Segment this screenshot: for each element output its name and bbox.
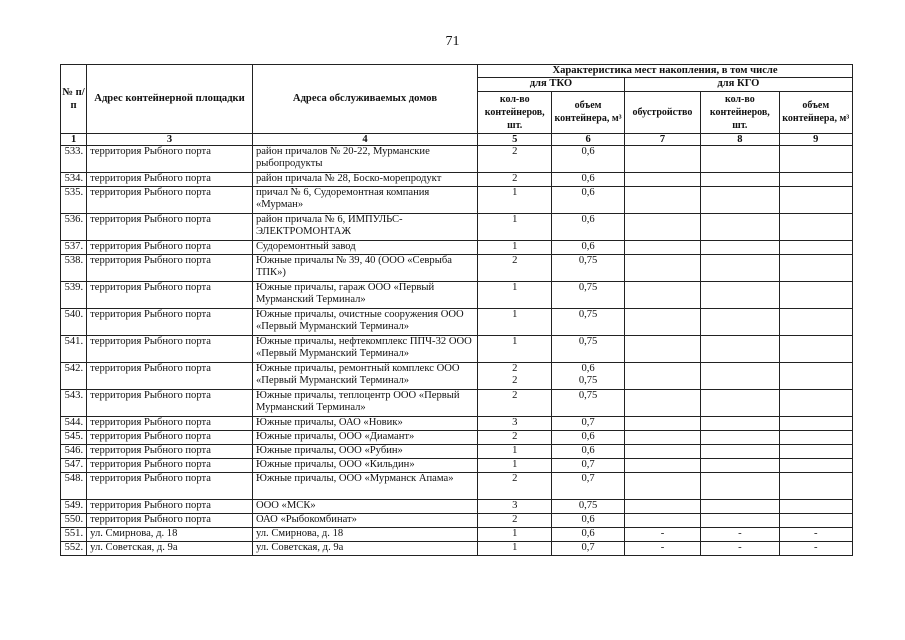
tko-count: 3 [478, 499, 552, 513]
kgo-count [701, 458, 779, 472]
kgo-count [701, 240, 779, 254]
table-row [61, 362, 853, 389]
kgo-count: - [701, 527, 779, 541]
table-row [61, 541, 853, 555]
kgo-facility [624, 281, 700, 308]
kgo-facility [624, 240, 700, 254]
table-row [61, 213, 853, 240]
tko-volume: 0,6 [552, 240, 624, 254]
kgo-facility [624, 499, 700, 513]
row-number: 547. [61, 458, 87, 472]
col-number: 4 [252, 133, 477, 145]
table-row [61, 472, 853, 499]
served-addresses: ул. Смирнова, д. 18 [252, 527, 477, 541]
tko-count: 1 [478, 527, 552, 541]
tko-count: 1 [478, 281, 552, 308]
container-sites-table [60, 64, 853, 556]
table-row [61, 416, 853, 430]
tko-count: 1 [478, 213, 552, 240]
table-header [61, 65, 853, 146]
col-number: 9 [779, 133, 852, 145]
table-row [61, 172, 853, 186]
tko-volume: 0,75 [552, 389, 624, 416]
kgo-volume [779, 430, 852, 444]
row-number: 536. [61, 213, 87, 240]
served-addresses: ул. Советская, д. 9а [252, 541, 477, 555]
table-row [61, 527, 853, 541]
col-address-header: Адрес контейнерной площадки [87, 65, 253, 134]
kgo-volume-header: объем контейнера, м³ [779, 91, 852, 133]
table-body [61, 145, 853, 555]
kgo-volume [779, 186, 852, 213]
served-addresses: Южные причалы, очистные сооружения ООО «Первый Мурманский Терминал» [252, 308, 477, 335]
kgo-count [701, 444, 779, 458]
site-address: территория Рыбного порта [87, 362, 253, 389]
tko-volume: 0,6 0,75 [552, 362, 624, 389]
tko-count: 1 [478, 335, 552, 362]
kgo-count [701, 499, 779, 513]
row-number: 546. [61, 444, 87, 458]
kgo-count [701, 416, 779, 430]
row-number: 535. [61, 186, 87, 213]
col-number: 8 [701, 133, 779, 145]
row-number: 548. [61, 472, 87, 499]
site-address: территория Рыбного порта [87, 145, 253, 172]
row-number: 538. [61, 254, 87, 281]
page-number: 71 [445, 34, 460, 49]
kgo-count-header: кол-во контейнеров, шт. [701, 91, 779, 133]
kgo-facility [624, 430, 700, 444]
kgo-volume [779, 458, 852, 472]
served-addresses: Южные причалы, ремонтный комплекс ООО «Первый Мурманский Терминал» [252, 362, 477, 389]
kgo-count [701, 389, 779, 416]
kgo-facility [624, 416, 700, 430]
served-addresses: Южные причалы, ОАО «Новик» [252, 416, 477, 430]
kgo-count [701, 281, 779, 308]
tko-count: 2 [478, 172, 552, 186]
tko-count: 2 [478, 389, 552, 416]
kgo-volume [779, 335, 852, 362]
row-number: 539. [61, 281, 87, 308]
row-number: 541. [61, 335, 87, 362]
kgo-volume [779, 416, 852, 430]
kgo-volume [779, 213, 852, 240]
tko-volume: 0,6 [552, 186, 624, 213]
served-addresses: район причала № 28, Боско-морепродукт [252, 172, 477, 186]
kgo-facility [624, 362, 700, 389]
kgo-volume [779, 472, 852, 499]
kgo-facility [624, 172, 700, 186]
kgo-facility [624, 444, 700, 458]
site-address: ул. Советская, д. 9а [87, 541, 253, 555]
site-address: территория Рыбного порта [87, 430, 253, 444]
row-number: 549. [61, 499, 87, 513]
served-addresses: ООО «МСК» [252, 499, 477, 513]
tko-volume: 0,7 [552, 416, 624, 430]
site-address: территория Рыбного порта [87, 308, 253, 335]
table-row [61, 308, 853, 335]
served-addresses: причал № 6, Судоремонтная компания «Мурман» [252, 186, 477, 213]
kgo-volume [779, 308, 852, 335]
served-addresses: Южные причалы, ООО «Мурманск Апама» [252, 472, 477, 499]
tko-volume: 0,6 [552, 527, 624, 541]
site-address: ул. Смирнова, д. 18 [87, 527, 253, 541]
kgo-count [701, 213, 779, 240]
kgo-volume [779, 444, 852, 458]
tko-volume: 0,75 [552, 254, 624, 281]
kgo-count [701, 172, 779, 186]
kgo-facility [624, 458, 700, 472]
site-address: территория Рыбного порта [87, 499, 253, 513]
tko-count: 1 [478, 240, 552, 254]
site-address: территория Рыбного порта [87, 172, 253, 186]
site-address: территория Рыбного порта [87, 335, 253, 362]
tko-count: 2 [478, 430, 552, 444]
kgo-count [701, 430, 779, 444]
tko-count: 2 [478, 513, 552, 527]
kgo-volume [779, 254, 852, 281]
kgo-count [701, 472, 779, 499]
served-addresses: Южные причалы, гараж ООО «Первый Мурманский Терминал» [252, 281, 477, 308]
kgo-facility: - [624, 541, 700, 555]
kgo-volume [779, 389, 852, 416]
site-address: территория Рыбного порта [87, 472, 253, 499]
row-number: 537. [61, 240, 87, 254]
kgo-count [701, 308, 779, 335]
kgo-header: для КГО [624, 78, 852, 91]
kgo-facility [624, 213, 700, 240]
tko-count: 2 [478, 145, 552, 172]
kgo-facility [624, 308, 700, 335]
kgo-volume [779, 172, 852, 186]
served-addresses: Южные причалы, ООО «Диамант» [252, 430, 477, 444]
kgo-facility [624, 513, 700, 527]
tko-volume: 0,7 [552, 458, 624, 472]
site-address: территория Рыбного порта [87, 416, 253, 430]
served-addresses: Южные причалы, ООО «Рубин» [252, 444, 477, 458]
tko-count: 1 [478, 308, 552, 335]
site-address: территория Рыбного порта [87, 458, 253, 472]
tko-volume: 0,6 [552, 513, 624, 527]
site-address: территория Рыбного порта [87, 240, 253, 254]
tko-volume: 0,75 [552, 335, 624, 362]
row-number: 533. [61, 145, 87, 172]
row-number: 545. [61, 430, 87, 444]
site-address: территория Рыбного порта [87, 389, 253, 416]
row-number: 540. [61, 308, 87, 335]
row-number: 552. [61, 541, 87, 555]
kgo-facility [624, 145, 700, 172]
kgo-volume [779, 362, 852, 389]
site-address: территория Рыбного порта [87, 513, 253, 527]
table-row [61, 444, 853, 458]
kgo-volume [779, 145, 852, 172]
served-addresses: Южные причалы, нефтекомплекс ППЧ-32 ООО «Первый Мурманский Терминал» [252, 335, 477, 362]
kgo-volume [779, 281, 852, 308]
kgo-facility [624, 472, 700, 499]
table-row [61, 499, 853, 513]
row-number: 550. [61, 513, 87, 527]
column-numbers-row [61, 133, 853, 145]
row-number: 544. [61, 416, 87, 430]
site-address: территория Рыбного порта [87, 444, 253, 458]
kgo-count [701, 362, 779, 389]
kgo-count [701, 186, 779, 213]
tko-volume: 0,75 [552, 281, 624, 308]
table-row [61, 145, 853, 172]
tko-volume: 0,6 [552, 444, 624, 458]
row-number: 551. [61, 527, 87, 541]
tko-volume: 0,7 [552, 472, 624, 499]
tko-count: 1 [478, 444, 552, 458]
row-number: 542. [61, 362, 87, 389]
row-number: 534. [61, 172, 87, 186]
kgo-facility [624, 335, 700, 362]
kgo-volume [779, 513, 852, 527]
kgo-facility [624, 186, 700, 213]
site-address: территория Рыбного порта [87, 281, 253, 308]
tko-count: 2 2 [478, 362, 552, 389]
characteristics-group-header: Характеристика мест накопления, в том числе [478, 65, 853, 78]
kgo-volume: - [779, 527, 852, 541]
kgo-volume [779, 499, 852, 513]
kgo-facility [624, 254, 700, 281]
tko-count: 2 [478, 472, 552, 499]
tko-volume: 0,6 [552, 145, 624, 172]
col-number: 6 [552, 133, 624, 145]
col-number: 7 [624, 133, 700, 145]
row-number: 543. [61, 389, 87, 416]
kgo-facility-header: обустройство [624, 91, 700, 133]
table-row [61, 458, 853, 472]
kgo-count [701, 145, 779, 172]
kgo-volume: - [779, 541, 852, 555]
table-row [61, 513, 853, 527]
kgo-count [701, 335, 779, 362]
tko-count: 1 [478, 458, 552, 472]
kgo-count [701, 513, 779, 527]
served-addresses: район причала № 6, ИМПУЛЬС-ЭЛЕКТРОМОНТАЖ [252, 213, 477, 240]
served-addresses: Южные причалы № 39, 40 (ООО «Севрыба ТПК») [252, 254, 477, 281]
tko-volume: 0,75 [552, 308, 624, 335]
served-addresses: Южные причалы, теплоцентр ООО «Первый Мурманский Терминал» [252, 389, 477, 416]
kgo-volume [779, 240, 852, 254]
served-addresses: Судоремонтный завод [252, 240, 477, 254]
kgo-facility [624, 389, 700, 416]
table-row [61, 335, 853, 362]
kgo-count: - [701, 541, 779, 555]
site-address: территория Рыбного порта [87, 254, 253, 281]
site-address: территория Рыбного порта [87, 213, 253, 240]
table-row [61, 240, 853, 254]
table-row [61, 186, 853, 213]
tko-count-header: кол-во контейнеров, шт. [478, 91, 552, 133]
kgo-count [701, 254, 779, 281]
table-row [61, 254, 853, 281]
served-addresses: Южные причалы, ООО «Кильдин» [252, 458, 477, 472]
tko-volume: 0,7 [552, 541, 624, 555]
site-address: территория Рыбного порта [87, 186, 253, 213]
tko-volume: 0,6 [552, 213, 624, 240]
served-addresses: район причалов № 20-22, Мурманские рыбопродукты [252, 145, 477, 172]
tko-volume-header: объем контейнера, м³ [552, 91, 624, 133]
tko-header: для ТКО [478, 78, 625, 91]
kgo-facility: - [624, 527, 700, 541]
tko-count: 1 [478, 186, 552, 213]
tko-count: 1 [478, 541, 552, 555]
tko-volume: 0,75 [552, 499, 624, 513]
table-row [61, 430, 853, 444]
col-served-header: Адреса обслуживаемых домов [252, 65, 477, 134]
col-num-header: № п/п [61, 65, 87, 134]
table-row [61, 281, 853, 308]
col-number: 1 [61, 133, 87, 145]
tko-volume: 0,6 [552, 172, 624, 186]
tko-count: 2 [478, 254, 552, 281]
col-number: 3 [87, 133, 253, 145]
col-number: 5 [478, 133, 552, 145]
table-row [61, 389, 853, 416]
tko-count: 3 [478, 416, 552, 430]
served-addresses: ОАО «Рыбокомбинат» [252, 513, 477, 527]
tko-volume: 0,6 [552, 430, 624, 444]
